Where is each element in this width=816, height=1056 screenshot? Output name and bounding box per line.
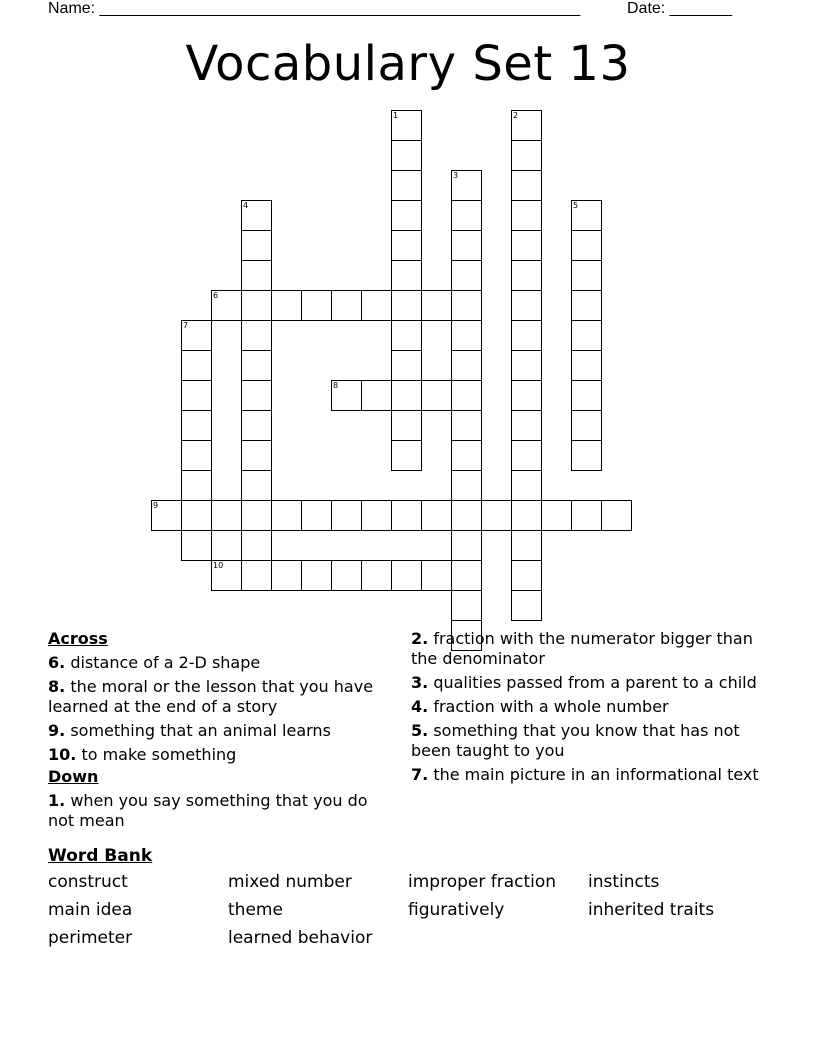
grid-cell[interactable] bbox=[451, 500, 482, 531]
grid-cell[interactable] bbox=[511, 470, 542, 501]
grid-cell[interactable] bbox=[391, 170, 422, 201]
word-bank-item: theme bbox=[228, 900, 283, 920]
name-field[interactable]: Name: ______________________________________________________ bbox=[48, 0, 581, 17]
grid-cell[interactable] bbox=[511, 140, 542, 171]
clue-text: to make something bbox=[81, 745, 237, 764]
clue-text: something that you know that has not been taught to you bbox=[411, 721, 740, 760]
clues-right-column bbox=[411, 629, 761, 789]
grid-cell[interactable] bbox=[391, 500, 422, 531]
grid-cell[interactable] bbox=[571, 320, 602, 351]
grid-cell[interactable] bbox=[451, 470, 482, 501]
cell-number: 8 bbox=[333, 381, 339, 390]
grid-cell[interactable] bbox=[241, 530, 272, 561]
grid-cell[interactable] bbox=[361, 380, 392, 411]
grid-cell[interactable] bbox=[571, 410, 602, 441]
word-bank bbox=[48, 872, 768, 948]
grid-cell[interactable] bbox=[421, 290, 452, 321]
clue-text: when you say something that you do not mean bbox=[48, 791, 368, 830]
grid-cell[interactable] bbox=[571, 380, 602, 411]
grid-cell[interactable] bbox=[301, 560, 332, 591]
grid-cell[interactable] bbox=[211, 560, 242, 591]
word-bank-item: instincts bbox=[588, 872, 660, 892]
word-bank-item: inherited traits bbox=[588, 900, 715, 920]
grid-cell[interactable] bbox=[181, 500, 212, 531]
grid-cell[interactable] bbox=[241, 440, 272, 471]
grid-cell[interactable] bbox=[181, 350, 212, 381]
grid-cell[interactable] bbox=[451, 380, 482, 411]
grid-cell[interactable] bbox=[421, 500, 452, 531]
word-bank-item: learned behavior bbox=[228, 928, 373, 948]
word-bank-heading: Word Bank bbox=[48, 846, 153, 866]
grid-cell[interactable] bbox=[451, 170, 482, 201]
grid-cell[interactable] bbox=[391, 260, 422, 291]
cell-number: 1 bbox=[393, 111, 399, 120]
grid-cell[interactable] bbox=[391, 350, 422, 381]
grid-cell[interactable] bbox=[511, 560, 542, 591]
grid-cell[interactable] bbox=[241, 320, 272, 351]
grid-cell[interactable] bbox=[511, 230, 542, 261]
across-heading: Across bbox=[48, 629, 108, 648]
down-heading: Down bbox=[48, 767, 99, 786]
grid-cell[interactable] bbox=[451, 410, 482, 441]
grid-cell[interactable] bbox=[271, 290, 302, 321]
grid-cell[interactable] bbox=[451, 260, 482, 291]
word-bank-item: perimeter bbox=[48, 928, 133, 948]
date-field[interactable]: Date: _______ bbox=[627, 0, 732, 17]
grid-cell[interactable] bbox=[391, 290, 422, 321]
grid-cell[interactable] bbox=[421, 380, 452, 411]
cell-number: 4 bbox=[243, 201, 249, 210]
grid-cell[interactable] bbox=[391, 140, 422, 171]
cell-number: 6 bbox=[213, 291, 219, 300]
clue-across-8 bbox=[48, 677, 378, 717]
grid-cell[interactable] bbox=[391, 410, 422, 441]
grid-cell[interactable] bbox=[511, 200, 542, 231]
grid-cell[interactable] bbox=[241, 230, 272, 261]
grid-cell[interactable] bbox=[451, 440, 482, 471]
grid-cell[interactable] bbox=[571, 230, 602, 261]
grid-cell[interactable] bbox=[511, 350, 542, 381]
grid-cell[interactable] bbox=[571, 200, 602, 231]
grid-cell[interactable] bbox=[601, 500, 632, 531]
clue-down-7 bbox=[411, 765, 761, 785]
clue-number: 9. bbox=[48, 721, 66, 740]
grid-cell[interactable] bbox=[271, 560, 302, 591]
clue-across-6 bbox=[48, 653, 378, 673]
word-bank-item: main idea bbox=[48, 900, 133, 920]
cell-number: 2 bbox=[513, 111, 519, 120]
cell-number: 7 bbox=[183, 321, 189, 330]
grid-cell[interactable] bbox=[421, 560, 452, 591]
word-bank-item: improper fraction bbox=[408, 872, 557, 892]
grid-cell[interactable] bbox=[241, 260, 272, 291]
grid-cell[interactable] bbox=[181, 380, 212, 411]
clue-number: 7. bbox=[411, 765, 429, 784]
grid-cell[interactable] bbox=[301, 500, 332, 531]
grid-cell[interactable] bbox=[511, 260, 542, 291]
clue-down-3 bbox=[411, 673, 761, 693]
grid-cell[interactable] bbox=[361, 560, 392, 591]
grid-cell[interactable] bbox=[451, 350, 482, 381]
clue-number: 1. bbox=[48, 791, 66, 810]
grid-cell[interactable] bbox=[181, 530, 212, 561]
grid-cell[interactable] bbox=[241, 560, 272, 591]
clue-down-4 bbox=[411, 697, 761, 717]
grid-cell[interactable] bbox=[301, 290, 332, 321]
clue-text: fraction with a whole number bbox=[433, 697, 669, 716]
clue-text: the main picture in an informational text bbox=[433, 765, 759, 784]
grid-cell[interactable] bbox=[241, 500, 272, 531]
clue-number: 3. bbox=[411, 673, 429, 692]
grid-cell[interactable] bbox=[451, 320, 482, 351]
grid-cell[interactable] bbox=[241, 200, 272, 231]
clue-down-1 bbox=[48, 791, 378, 831]
clue-number: 5. bbox=[411, 721, 429, 740]
grid-cell[interactable] bbox=[451, 200, 482, 231]
grid-cell[interactable] bbox=[451, 230, 482, 261]
grid-cell[interactable] bbox=[331, 380, 362, 411]
grid-cell[interactable] bbox=[181, 440, 212, 471]
grid-cell[interactable] bbox=[241, 470, 272, 501]
clue-text: qualities passed from a parent to a child bbox=[433, 673, 757, 692]
grid-cell[interactable] bbox=[181, 320, 212, 351]
clue-number: 2. bbox=[411, 629, 429, 648]
cell-number: 3 bbox=[453, 171, 459, 180]
grid-cell[interactable] bbox=[391, 560, 422, 591]
grid-cell[interactable] bbox=[511, 320, 542, 351]
grid-cell[interactable] bbox=[511, 590, 542, 621]
clue-text: fraction with the numerator bigger than the denominator bbox=[411, 629, 753, 668]
grid-cell[interactable] bbox=[571, 500, 602, 531]
grid-cell[interactable] bbox=[451, 530, 482, 561]
grid-cell[interactable] bbox=[571, 260, 602, 291]
word-bank-item: figuratively bbox=[408, 900, 505, 920]
cell-number: 9 bbox=[153, 501, 159, 510]
grid-cell[interactable] bbox=[181, 410, 212, 441]
page-title: Vocabulary Set 13 bbox=[185, 36, 631, 92]
clue-text: the moral or the lesson that you have learned at the end of a story bbox=[48, 677, 374, 716]
grid-cell[interactable] bbox=[571, 350, 602, 381]
grid-cell[interactable] bbox=[511, 290, 542, 321]
grid-cell[interactable] bbox=[331, 290, 362, 321]
clue-down-5 bbox=[411, 721, 761, 761]
grid-cell[interactable] bbox=[361, 290, 392, 321]
grid-cell[interactable] bbox=[481, 500, 512, 531]
grid-cell[interactable] bbox=[331, 500, 362, 531]
grid-cell[interactable] bbox=[391, 200, 422, 231]
clue-text: distance of a 2-D shape bbox=[70, 653, 261, 672]
grid-cell[interactable] bbox=[511, 530, 542, 561]
grid-cell[interactable] bbox=[541, 500, 572, 531]
grid-cell[interactable] bbox=[241, 350, 272, 381]
grid-cell[interactable] bbox=[451, 290, 482, 321]
clue-number: 4. bbox=[411, 697, 429, 716]
clue-text: something that an animal learns bbox=[70, 721, 331, 740]
grid-cell[interactable] bbox=[391, 320, 422, 351]
clue-number: 8. bbox=[48, 677, 66, 696]
grid-cell[interactable] bbox=[391, 110, 422, 141]
grid-cell[interactable] bbox=[181, 470, 212, 501]
grid-cell[interactable] bbox=[151, 500, 182, 531]
grid-cell[interactable] bbox=[211, 500, 242, 531]
grid-cell[interactable] bbox=[511, 410, 542, 441]
grid-cell[interactable] bbox=[241, 380, 272, 411]
grid-cell[interactable] bbox=[451, 590, 482, 621]
grid-cell[interactable] bbox=[391, 230, 422, 261]
grid-cell[interactable] bbox=[511, 440, 542, 471]
grid-cell[interactable] bbox=[511, 380, 542, 411]
clue-across-9 bbox=[48, 721, 378, 741]
word-bank-item: construct bbox=[48, 872, 128, 892]
clues-left-column bbox=[48, 629, 378, 835]
grid-cell[interactable] bbox=[451, 560, 482, 591]
grid-cell[interactable] bbox=[391, 440, 422, 471]
grid-cell[interactable] bbox=[241, 410, 272, 441]
clue-number: 10. bbox=[48, 745, 77, 764]
grid-cell[interactable] bbox=[211, 290, 242, 321]
grid-cell[interactable] bbox=[571, 290, 602, 321]
grid-cell[interactable] bbox=[331, 560, 362, 591]
grid-cell[interactable] bbox=[391, 380, 422, 411]
cell-number: 5 bbox=[573, 201, 579, 210]
grid-cell[interactable] bbox=[511, 170, 542, 201]
word-bank-item: mixed number bbox=[228, 872, 352, 892]
grid-cell[interactable] bbox=[361, 500, 392, 531]
clue-down-2 bbox=[411, 629, 761, 669]
clue-across-10 bbox=[48, 745, 378, 765]
clue-number: 6. bbox=[48, 653, 66, 672]
grid-cell[interactable] bbox=[241, 290, 272, 321]
grid-cell[interactable] bbox=[511, 500, 542, 531]
cell-number: 10 bbox=[213, 561, 224, 570]
grid-cell[interactable] bbox=[271, 500, 302, 531]
grid-cell[interactable] bbox=[511, 110, 542, 141]
grid-cell[interactable] bbox=[571, 440, 602, 471]
